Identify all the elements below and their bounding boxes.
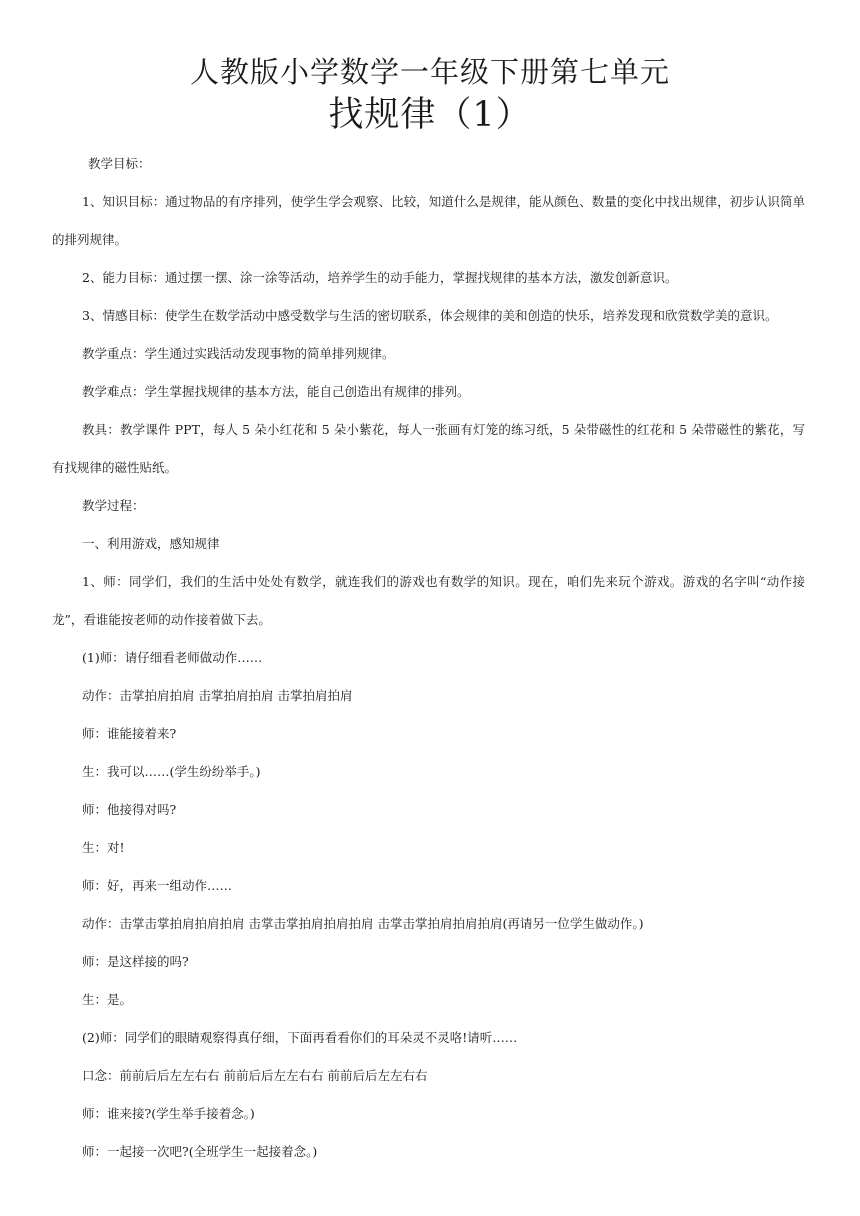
paragraph: 1、师：同学们，我们的生活中处处有数学，就连我们的游戏也有数学的知识。现在，咱们先来玩个游戏。游戏的名字叫“动作接龙”，看谁能按老师的动作接着做下去。 [52,574,805,627]
paragraph: 动作：击掌击掌拍肩拍肩拍肩 击掌击掌拍肩拍肩拍肩 击掌击掌拍肩拍肩拍肩(再请另一位学生做动作。) [82,916,644,931]
document-title: 人教版小学数学一年级下册第七单元 [189,55,670,89]
paragraph: 教学目标： [88,156,151,171]
paragraph: (2)师：同学们的眼睛观察得真仔细，下面再看看你们的耳朵灵不灵咯!请听…… [82,1030,518,1045]
paragraph: 师：好，再来一组动作…… [82,878,233,893]
paragraph: 教学过程： [82,498,145,513]
section-heading: 一、利用游戏，感知规律 [82,536,220,551]
paragraph: 师：他接得对吗? [82,802,177,817]
paragraph: 3、情感目标：使学生在数学活动中感受数学与生活的密切联系，体会规律的美和创造的快乐，培养发现和欣赏数学美的意识。 [82,308,778,323]
document-body [52,145,805,1171]
paragraph: 生：是。 [82,992,133,1007]
paragraph: 师：是这样接的吗? [82,954,189,969]
paragraph: 师：谁能接着来? [82,726,177,741]
paragraph: 教学难点：学生掌握找规律的基本方法，能自己创造出有规律的排列。 [82,384,470,399]
lesson-title: 找规律（1） [328,95,532,135]
paragraph: (1)师：请仔细看老师做动作…… [82,650,263,665]
paragraph: 1、知识目标：通过物品的有序排列，使学生学会观察、比较，知道什么是规律，能从颜色、数量的变化中找出规律，初步认识简单的排列规律。 [52,194,805,247]
paragraph: 生：对! [82,840,125,855]
paragraph: 师：一起接一次吧?(全班学生一起接着念。) [82,1144,318,1159]
paragraph: 师：谁来接?(学生举手接着念。) [82,1106,255,1121]
paragraph: 2、能力目标：通过摆一摆、涂一涂等活动，培养学生的动手能力，掌握找规律的基本方法，激发创新意识。 [82,270,678,285]
paragraph: 动作：击掌拍肩拍肩 击掌拍肩拍肩 击掌拍肩拍肩 [82,688,353,703]
paragraph: 教具：教学课件 PPT，每人 5 朵小红花和 5 朵小紫花，每人一张画有灯笼的练习纸，5 朵带磁性的红花和 5 朵带磁性的紫花，写有找规律的磁性贴纸。 [52,422,805,475]
paragraph: 教学重点：学生通过实践活动发现事物的简单排列规律。 [82,346,395,361]
paragraph: 口念：前前后后左左右右 前前后后左左右右 前前后后左左右右 [82,1068,428,1083]
paragraph: 生：我可以……(学生纷纷举手。) [82,764,261,779]
